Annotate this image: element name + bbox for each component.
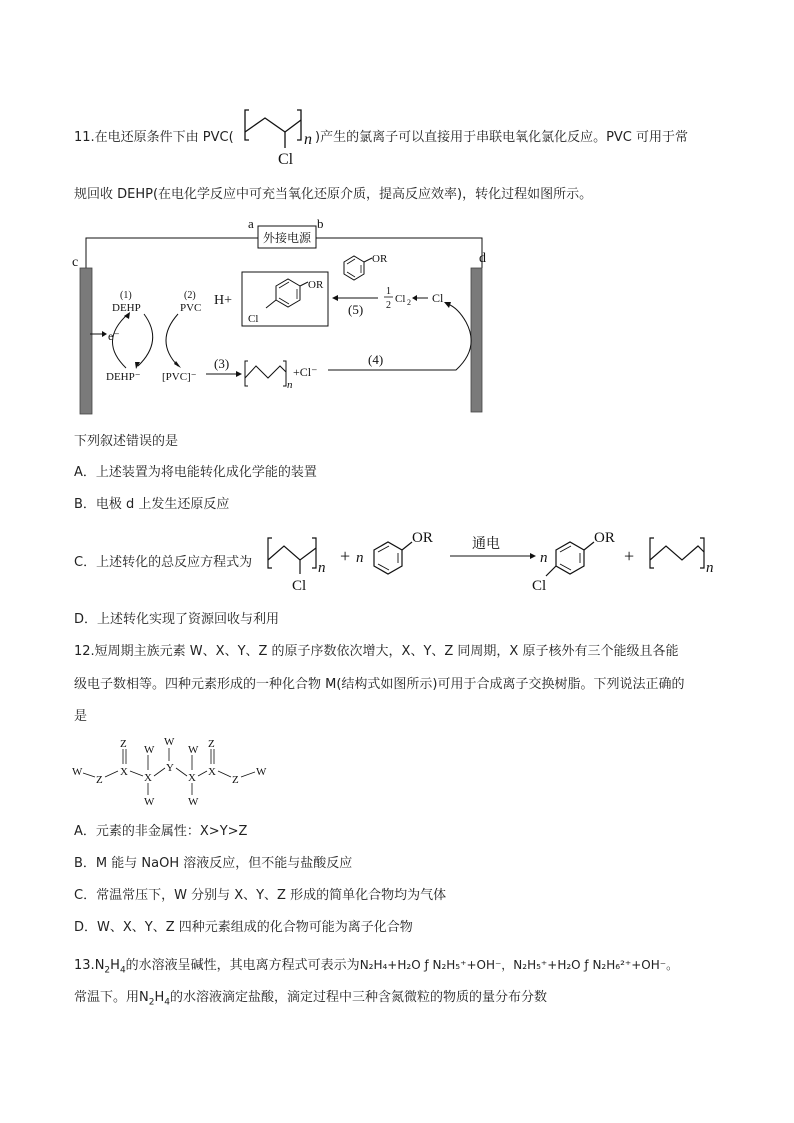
- step-4: (4): [368, 352, 384, 367]
- s-w4: W: [164, 736, 175, 748]
- s-x2: X: [144, 772, 152, 784]
- pvc-n: n: [304, 131, 312, 148]
- q11-option-c-prefix: C．上述转化的总反应方程式为: [74, 555, 253, 570]
- h-plus: H+: [214, 293, 233, 308]
- s-x4: X: [208, 766, 216, 778]
- s-z4: Z: [232, 774, 239, 786]
- pvc-label: PVC: [180, 302, 202, 314]
- q11-prefix: 11.在电还原条件下由 PVC(: [74, 130, 234, 145]
- q12-line1: 12.短周期主族元素 W、X、Y、Z 的原子序数依次增大，X、Y、Z 同周期，X 原子核外有三个能级且各能: [74, 644, 679, 659]
- q12-option-c: C．常温常压下，W 分别与 X、Y、Z 形成的简单化合物均为气体: [74, 888, 447, 903]
- pvc-structure: [243, 106, 317, 170]
- electrolysis-diagram: [66, 216, 506, 418]
- terminal-b: b: [317, 216, 324, 231]
- q11-stem: 下列叙述错误的是: [74, 434, 179, 449]
- q12-line3: 是: [74, 709, 88, 724]
- cl-1: Cl: [248, 313, 259, 325]
- q13-line2-b: 的水溶液滴定盐酸，滴定过程中三种含氮微粒的物质的量分布分数: [170, 990, 548, 1005]
- eq-n3: n: [540, 550, 548, 566]
- q11-option-a: A．上述装置为将电能转化成化学能的装置: [74, 465, 317, 480]
- q13-number: 13.: [74, 958, 95, 973]
- q11-option-b: B．电极 d 上发生还原反应: [74, 497, 230, 512]
- half-den: 2: [386, 300, 391, 311]
- q11-option-d: D．上述转化实现了资源回收与利用: [74, 612, 280, 627]
- dehp-top: DEHP: [112, 302, 141, 314]
- s-w3: W: [144, 796, 155, 808]
- q12-option-b: B．M 能与 NaOH 溶液反应，但不能与盐酸反应: [74, 856, 353, 871]
- pvc-anion: [PVC]⁻: [162, 371, 197, 383]
- step-3: (3): [214, 356, 230, 371]
- s-y: Y: [166, 762, 174, 774]
- eq-plus2: +: [624, 546, 635, 566]
- q13-line1: [74, 957, 678, 979]
- q12-option-d: D．W、X、Y、Z 四种元素组成的化合物可能为离子化合物: [74, 920, 413, 935]
- or-1: OR: [308, 279, 324, 291]
- s-x1: X: [120, 766, 128, 778]
- eq-cl: Cl: [292, 578, 307, 594]
- eq-plus1: +: [340, 546, 351, 566]
- q12-option-a: A．元素的非金属性：X>Y>Z: [74, 824, 248, 839]
- or-2: OR: [372, 253, 388, 265]
- step-5: (5): [348, 302, 364, 317]
- s-z3: Z: [208, 738, 215, 750]
- half-num: 1: [386, 286, 391, 297]
- n2h4-formula: $N_2H_4$: [94, 958, 126, 976]
- eq-or2: OR: [594, 530, 615, 546]
- q13-line2-a: 常温下。用: [74, 990, 140, 1005]
- eq-or: OR: [412, 530, 433, 546]
- q11-line2: 规回收 DEHP(在电化学反应中可充当氧化还原介质，提高反应效率)，转化过程如图所示。: [74, 187, 593, 202]
- pvc-cl: Cl: [278, 151, 294, 168]
- q12-line2: 级电子数相等。四种元素形成的一种化合物 M(结构式如图所示)可用于合成离子交换树脂。下列说法正确的: [74, 677, 685, 692]
- q11-option-c-equation: [264, 524, 724, 596]
- q13-equation: N₂H₄+H₂O ƒ N₂H₅⁺+OH⁻，N₂H₅⁺+H₂O ƒ N₂H₆²⁺+OH⁻。: [359, 958, 679, 972]
- s-z1: Z: [96, 774, 103, 786]
- s-w6: W: [188, 796, 199, 808]
- cl2-sub: 2: [407, 298, 411, 307]
- step-1: (1): [120, 290, 132, 301]
- eq-n2: n: [356, 550, 364, 566]
- s-w1: W: [72, 766, 83, 778]
- eq-cl2: Cl: [532, 578, 547, 594]
- step-2: (2): [184, 290, 196, 301]
- eq-n4: n: [706, 560, 714, 576]
- electrode-d: [471, 268, 482, 412]
- cl-right: Cl: [432, 291, 444, 305]
- q12-structure: [70, 735, 280, 809]
- s-z2: Z: [120, 738, 127, 750]
- electrode-c: [80, 268, 92, 414]
- n2h4-formula-2: $N_2H_4$: [139, 990, 170, 1008]
- s-w2: W: [144, 744, 155, 756]
- label-d: d: [479, 251, 486, 266]
- s-w7: W: [256, 766, 267, 778]
- q11-line1: [74, 130, 234, 146]
- dehp-bottom: DEHP⁻: [106, 371, 141, 383]
- s-w5: W: [188, 744, 199, 756]
- eq-arrow-label: 通电: [472, 536, 500, 552]
- q11-line1-suffix: )产生的氯离子可以直接用于串联电氧化氯化反应。PVC 可用于常: [315, 130, 689, 145]
- q13-line2: [74, 990, 547, 1011]
- power-label: 外接电源: [263, 231, 312, 245]
- q13-text1: 的水溶液呈碱性，其电离方程式可表示为: [125, 958, 360, 973]
- poly-n: n: [287, 379, 293, 391]
- s-x3: X: [188, 772, 196, 784]
- eq-n1: n: [318, 560, 326, 576]
- cl2: Cl: [395, 293, 406, 305]
- label-c: c: [72, 255, 79, 270]
- terminal-a: a: [248, 216, 254, 231]
- cl-ion: +Cl⁻: [293, 365, 318, 379]
- electron: e⁻: [108, 329, 120, 343]
